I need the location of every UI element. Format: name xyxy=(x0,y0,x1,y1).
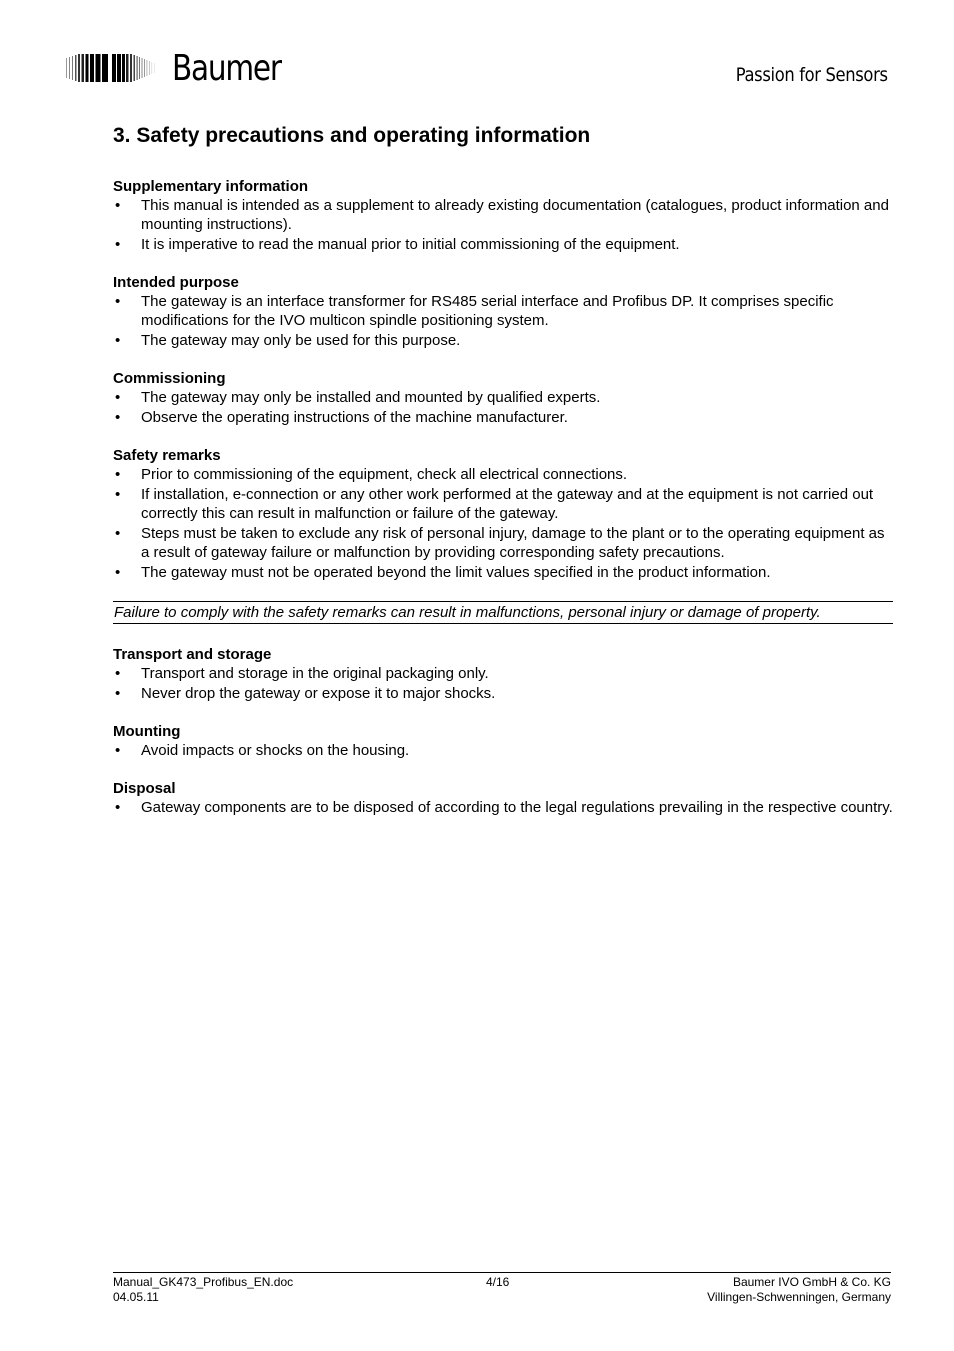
list-item-text: Avoid impacts or shocks on the housing. xyxy=(141,742,410,759)
footer-company: Baumer IVO GmbH & Co. KG xyxy=(732,1275,891,1289)
list-item xyxy=(113,684,893,704)
list-item-text: The gateway must not be operated beyond the limit values specified in the product information. xyxy=(141,564,771,581)
list-item-text: Never drop the gateway or expose it to major shocks. xyxy=(141,685,496,702)
list-item-text: The gateway is an interface transformer for RS485 serial interface and Profibus DP. It comprises specific modifications for the IVO multicon spindle positioning system. xyxy=(141,293,834,329)
brand-tagline: Passion for Sensors xyxy=(736,64,888,86)
footer-filename: Manual_GK473_Profibus_EN.doc xyxy=(113,1275,294,1289)
brand-name: Baumer xyxy=(172,48,281,89)
list-item xyxy=(113,798,893,818)
list-item xyxy=(113,664,893,684)
list-item xyxy=(113,196,893,235)
list-item-text: This manual is intended as a supplement to already existing documentation (catalogues, product information and mounting instructions). xyxy=(141,197,889,233)
page-header xyxy=(66,50,896,90)
bullet-icon: • xyxy=(115,197,121,214)
list-item xyxy=(113,485,893,524)
bullet-icon: • xyxy=(115,332,121,349)
bullet-icon: • xyxy=(115,685,121,702)
bullet-list xyxy=(113,465,893,583)
bullet-icon: • xyxy=(115,236,121,253)
list-item xyxy=(113,563,893,583)
list-item-text: Observe the operating instructions of the machine manufacturer. xyxy=(141,409,568,426)
bullet-icon: • xyxy=(115,742,121,759)
section-title: Intended purpose xyxy=(113,274,239,291)
bullet-icon: • xyxy=(115,466,121,483)
section-title: Supplementary information xyxy=(113,178,309,195)
list-item-text: The gateway may only be used for this purpose. xyxy=(141,332,461,349)
footer-date: 04.05.11 xyxy=(113,1290,159,1304)
bullet-icon: • xyxy=(115,799,121,816)
bullet-icon: • xyxy=(115,665,121,682)
section xyxy=(113,446,893,583)
page-title: 3. Safety precautions and operating information xyxy=(113,124,591,147)
list-item xyxy=(113,741,893,761)
section-title: Commissioning xyxy=(113,370,226,387)
bullet-icon: • xyxy=(115,409,121,426)
section-title: Safety remarks xyxy=(113,447,221,464)
baumer-logo-icon xyxy=(66,54,160,82)
bullet-icon: • xyxy=(115,525,121,542)
list-item xyxy=(113,292,893,331)
section xyxy=(113,369,893,428)
bullet-list xyxy=(113,798,893,818)
list-item xyxy=(113,408,893,428)
list-item-text: It is imperative to read the manual prior to initial commissioning of the equipment. xyxy=(141,236,680,253)
list-item xyxy=(113,388,893,408)
bullet-icon: • xyxy=(115,389,121,406)
bullet-list xyxy=(113,196,893,255)
section xyxy=(113,722,893,761)
safety-warning: Failure to comply with the safety remarks can result in malfunctions, personal injury or damage of property. xyxy=(113,601,893,624)
footer-file-info xyxy=(113,1275,293,1305)
section-title: Disposal xyxy=(113,780,176,797)
bullet-list xyxy=(113,741,893,761)
page-footer xyxy=(113,1272,891,1304)
list-item xyxy=(113,524,893,563)
sections-group-1 xyxy=(113,177,893,583)
list-item xyxy=(113,331,893,351)
section xyxy=(113,273,893,351)
section xyxy=(113,779,893,818)
section-title: Transport and storage xyxy=(113,646,272,663)
sections-group-2 xyxy=(113,645,893,818)
list-item-text: Gateway components are to be disposed of according to the legal regulations prevailing in the respective country. xyxy=(141,799,893,816)
list-item xyxy=(113,235,893,255)
list-item-text: The gateway may only be installed and mounted by qualified experts. xyxy=(141,389,601,406)
footer-page-number: 4/16 xyxy=(486,1275,510,1289)
footer-company-info xyxy=(707,1275,891,1305)
list-item-text: If installation, e-connection or any other work performed at the gateway and at the equipment is not carried out correctly this can result in malfunction or failure of the gateway. xyxy=(141,486,874,522)
bullet-icon: • xyxy=(115,293,121,310)
section xyxy=(113,645,893,704)
list-item-text: Transport and storage in the original packaging only. xyxy=(141,665,489,682)
bullet-icon: • xyxy=(115,486,121,503)
bullet-list xyxy=(113,292,893,351)
bullet-list xyxy=(113,388,893,428)
footer-location: Villingen-Schwenningen, Germany xyxy=(707,1290,891,1304)
bullet-list xyxy=(113,664,893,704)
bullet-icon: • xyxy=(115,564,121,581)
list-item xyxy=(113,465,893,485)
section-title: Mounting xyxy=(113,723,181,740)
list-item-text: Prior to commissioning of the equipment, check all electrical connections. xyxy=(141,466,628,483)
section xyxy=(113,177,893,255)
document-body xyxy=(113,122,893,836)
list-item-text: Steps must be taken to exclude any risk of personal injury, damage to the plant or to the operating equipment as a result of gateway failure or malfunction by providing corresponding safety precautions. xyxy=(141,525,885,561)
